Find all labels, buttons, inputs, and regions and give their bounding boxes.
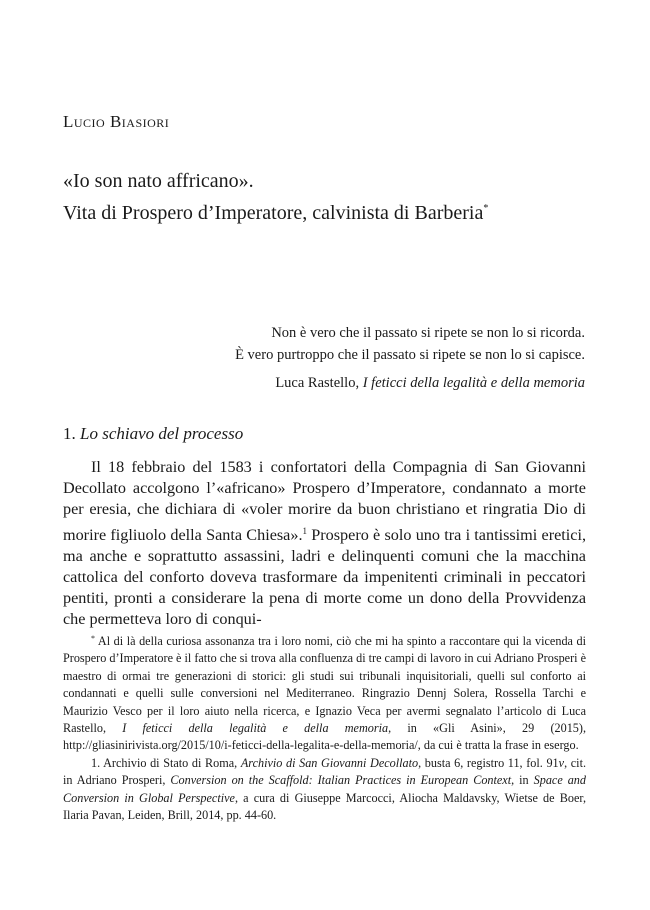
footnote-1-text-g: , in — [511, 773, 534, 788]
footnote-1-text-e: , cit. in Adriano Prosperi, — [63, 755, 586, 788]
footnote-1-archive: Archivio di San Giovanni Decollato — [240, 755, 419, 770]
footnotes — [63, 630, 586, 824]
footnote-1-text-c: , busta 6, registro 11, fol. 91 — [418, 755, 559, 770]
footnote-ref-1[interactable]: 1 — [302, 525, 308, 536]
body-paragraph — [63, 457, 586, 631]
footnote-1-book-title: Space and Conversion in Global Perspective — [63, 773, 586, 805]
section-title: Lo schiavo del processo — [80, 424, 244, 443]
footnote-star — [63, 630, 586, 755]
footnote-1-text-i: , a cura di Giuseppe Marcocci, Aliocha Maldavsky, Wietse de Boer, Ilaria Pavan, Leiden, Brill, 2014, pp. 44-60. — [63, 790, 586, 823]
title-footnote-mark[interactable]: * — [483, 203, 489, 214]
footnote-1 — [63, 755, 586, 825]
footnote-star-text-c: , in «Gli Asini», 29 (2015), http://gliasinirivista.org/2015/10/i-feticci-della-legalita-e-della-memoria/, da cui è tratta la frase in esergo. — [63, 721, 586, 753]
footnote-star-mark: * — [91, 634, 95, 643]
author-name: Lucio Biasiori — [63, 112, 170, 131]
epigraph-line-2: È vero purtroppo che il passato si ripete se non lo si capisce. — [235, 347, 585, 363]
epigraph-line-1: Non è vero che il passato si ripete se non lo si ricorda. — [271, 325, 585, 341]
footnote-star-title: I feticci della legalità e della memoria — [122, 721, 389, 736]
epigraph-source — [105, 372, 585, 394]
title-line-1: «Io son nato affricano». — [63, 170, 254, 192]
article-title — [63, 168, 603, 227]
footnote-1-text-a: 1. Archivio di Stato di Roma, — [91, 755, 241, 770]
epigraph-source-title: I feticci della legalità e della memoria — [362, 375, 585, 391]
body-text-part-1: Il 18 febbraio del 1583 i confortatori della Compagnia di San Giovanni Decollato accolgono l’«africano» Prospero d’Imperatore, condannato a morte per eresia, che dichiara di «voler morire da buon christiano et ringratia Dio di morire figliuolo della Santa Chiesa». — [63, 458, 586, 544]
section-number: 1. — [63, 424, 80, 443]
epigraph — [105, 322, 585, 394]
footnote-1-verso: v — [558, 755, 565, 770]
section-heading — [63, 424, 243, 444]
title-line-2-text: Vita di Prospero d’Imperatore, calvinista di Barberia — [63, 202, 484, 224]
title-line-2 — [63, 195, 603, 227]
footnote-1-article-title: Conversion on the Scaffold: Italian Practices in European Context — [170, 773, 512, 788]
footnote-star-text-a: Al di là della curiosa assonanza tra i loro nomi, ciò che mi ha spinto a raccontare qui la vicenda di Prospero d’Imperatore è il fatto che si trova alla confluenza di tre campi di lavoro in cui Adriano Prosperi è maestro di ormai tre generazioni di storici: gli studi sui tribunali inquisitoriali, quelli sul conforto ai condannati e quelli sulle conversioni nel Mediterraneo. Ringrazio Dennj Solera, Rossella Tarchi e Maurizio Vesco per il loro aiuto nella ricerca, e Ignazio Veca per avermi segnalato l’articolo di Luca Rastello, — [63, 634, 586, 736]
body-text-part-2: Prospero è solo uno tra i tantissimi eretici, ma anche e soprattutto assassini, ladri e delinquenti comuni che la macchina cattolica del conforto doveva trasformare da impenitenti criminali in peccatori pentiti, pronti a considerare la pena di morte come un dono della Provvidenza che permetteva loro di conqui- — [63, 525, 586, 629]
epigraph-source-author: Luca Rastello, — [275, 375, 363, 391]
